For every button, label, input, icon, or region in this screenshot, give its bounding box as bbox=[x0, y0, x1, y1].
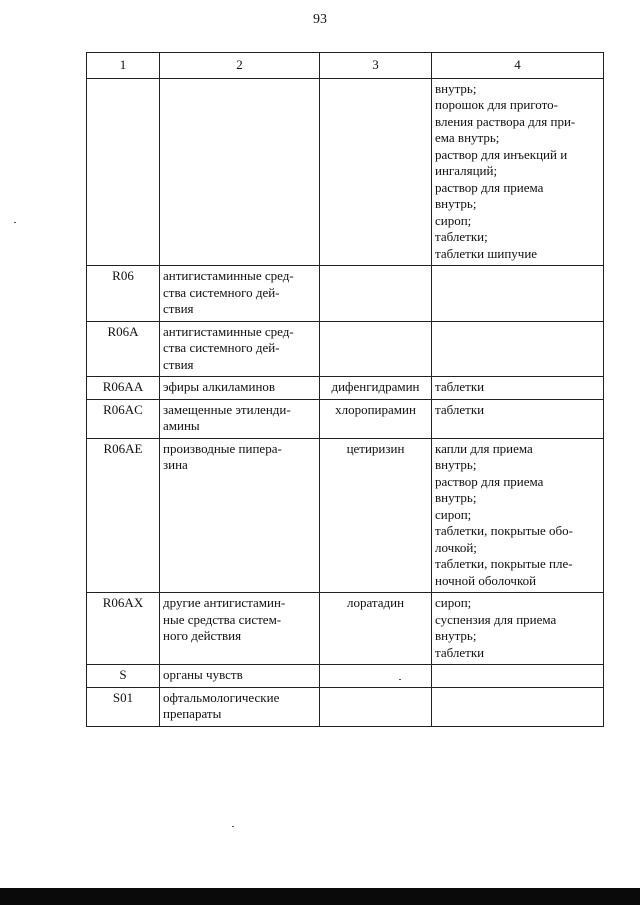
dosage-forms-cell bbox=[432, 321, 604, 377]
drug-name-cell bbox=[320, 321, 432, 377]
dosage-form-line: ема внутрь; bbox=[435, 130, 500, 145]
dosage-form-line: таблетки, покрытые обо- bbox=[435, 523, 573, 538]
anatomical-therapeutic-group-cell bbox=[160, 377, 320, 400]
dosage-forms-cell bbox=[432, 399, 604, 438]
group-text-line: офтальмологические bbox=[163, 689, 280, 705]
atc-code-cell bbox=[87, 78, 160, 266]
drug-name-cell bbox=[320, 266, 432, 322]
dosage-form-line: лочкой; bbox=[435, 539, 477, 555]
anatomical-therapeutic-group-cell bbox=[160, 78, 320, 266]
scan-speck bbox=[399, 679, 401, 680]
drug-name-cell bbox=[320, 687, 432, 726]
dosage-form-line: сироп; bbox=[435, 212, 472, 228]
group-text-line: ного действия bbox=[163, 628, 242, 643]
table-row bbox=[87, 266, 604, 322]
atc-code-cell: R06AA bbox=[87, 377, 160, 400]
drug-table bbox=[86, 52, 604, 727]
dosage-forms-cell bbox=[432, 266, 604, 322]
dosage-form-line: ночной оболочкой bbox=[435, 572, 537, 588]
dosage-forms-cell bbox=[432, 78, 604, 266]
table-body bbox=[87, 78, 604, 726]
drug-name-cell bbox=[320, 78, 432, 266]
dosage-form-line: сироп; bbox=[435, 506, 472, 522]
dosage-form-line: порошок для пригото- bbox=[435, 97, 558, 112]
group-text-line: антигистаминные сред- bbox=[163, 323, 294, 339]
dosage-form-line: таблетки bbox=[435, 401, 485, 417]
scan-edge-bar bbox=[0, 888, 640, 905]
table-header-row bbox=[87, 53, 604, 79]
drug-name-cell: хлоропирамин bbox=[320, 399, 432, 438]
dosage-form-line: раствор для инъекций и bbox=[435, 146, 568, 162]
atc-code-cell: R06AE bbox=[87, 438, 160, 593]
group-text-line: эфиры алкиламинов bbox=[163, 379, 276, 394]
table-row bbox=[87, 399, 604, 438]
group-text-line: ные средства систем- bbox=[163, 611, 282, 627]
dosage-form-line: таблетки bbox=[435, 379, 485, 394]
group-text-line: ствия bbox=[163, 356, 194, 372]
group-text-line: антигистаминные сред- bbox=[163, 268, 294, 283]
dosage-form-line: ингаляций; bbox=[435, 163, 498, 178]
table-row bbox=[87, 593, 604, 665]
anatomical-therapeutic-group-cell bbox=[160, 438, 320, 593]
drug-name-cell bbox=[320, 665, 432, 688]
dosage-forms-cell bbox=[432, 687, 604, 726]
page-number: 93 bbox=[313, 12, 327, 27]
table-row bbox=[87, 377, 604, 400]
group-text-line: замещенные этиленди- bbox=[163, 401, 291, 417]
table-row bbox=[87, 321, 604, 377]
anatomical-therapeutic-group-cell bbox=[160, 665, 320, 688]
anatomical-therapeutic-group-cell bbox=[160, 687, 320, 726]
dosage-form-line: раствор для приема bbox=[435, 179, 544, 195]
dosage-form-line: таблетки bbox=[435, 644, 485, 660]
dosage-forms-cell bbox=[432, 665, 604, 688]
dosage-form-line: капли для приема bbox=[435, 440, 533, 456]
drug-name-cell: цетиризин bbox=[320, 438, 432, 593]
anatomical-therapeutic-group-cell bbox=[160, 399, 320, 438]
dosage-form-line: внутрь; bbox=[435, 80, 477, 96]
scan-speck bbox=[232, 826, 234, 827]
group-text-line: ства системного дей- bbox=[163, 340, 280, 355]
column-header-4: 4 bbox=[432, 53, 604, 79]
dosage-form-line: вления раствора для при- bbox=[435, 113, 576, 129]
column-header-2: 2 bbox=[160, 53, 320, 79]
dosage-forms-cell bbox=[432, 438, 604, 593]
table-row bbox=[87, 78, 604, 266]
dosage-form-line: внутрь; bbox=[435, 196, 477, 211]
group-text-line: ствия bbox=[163, 301, 194, 316]
anatomical-therapeutic-group-cell bbox=[160, 321, 320, 377]
atc-code-cell: R06AC bbox=[87, 399, 160, 438]
dosage-form-line: таблетки; bbox=[435, 229, 488, 244]
drug-name-cell: дифенгидрамин bbox=[320, 377, 432, 400]
anatomical-therapeutic-group-cell bbox=[160, 266, 320, 322]
dosage-form-line: внутрь; bbox=[435, 457, 477, 472]
atc-code-cell: R06 bbox=[87, 266, 160, 322]
group-text-line: амины bbox=[163, 418, 200, 433]
group-text-line: зина bbox=[163, 457, 188, 472]
dosage-form-line: раствор для приема bbox=[435, 473, 544, 489]
dosage-form-line: внутрь; bbox=[435, 490, 477, 505]
column-header-1: 1 bbox=[87, 53, 160, 79]
drug-name-cell: лоратадин bbox=[320, 593, 432, 665]
atc-code-cell: R06A bbox=[87, 321, 160, 377]
atc-code-cell: R06AX bbox=[87, 593, 160, 665]
atc-code-cell: S01 bbox=[87, 687, 160, 726]
dosage-form-line: внутрь; bbox=[435, 628, 477, 643]
group-text-line: другие антигистамин- bbox=[163, 595, 286, 610]
atc-code-cell: S bbox=[87, 665, 160, 688]
table-row bbox=[87, 687, 604, 726]
dosage-forms-cell bbox=[432, 593, 604, 665]
group-text-line: органы чувств bbox=[163, 667, 243, 682]
group-text-line: препараты bbox=[163, 706, 222, 721]
table-row bbox=[87, 665, 604, 688]
column-header-3: 3 bbox=[320, 53, 432, 79]
anatomical-therapeutic-group-cell bbox=[160, 593, 320, 665]
dosage-form-line: сироп; bbox=[435, 595, 472, 610]
dosage-form-line: суспензия для приема bbox=[435, 611, 557, 627]
dosage-forms-cell bbox=[432, 377, 604, 400]
scan-speck bbox=[14, 222, 16, 223]
group-text-line: производные пипера- bbox=[163, 440, 282, 456]
table-row bbox=[87, 438, 604, 593]
group-text-line: ства системного дей- bbox=[163, 284, 280, 300]
dosage-form-line: таблетки шипучие bbox=[435, 245, 538, 261]
dosage-form-line: таблетки, покрытые пле- bbox=[435, 556, 573, 571]
